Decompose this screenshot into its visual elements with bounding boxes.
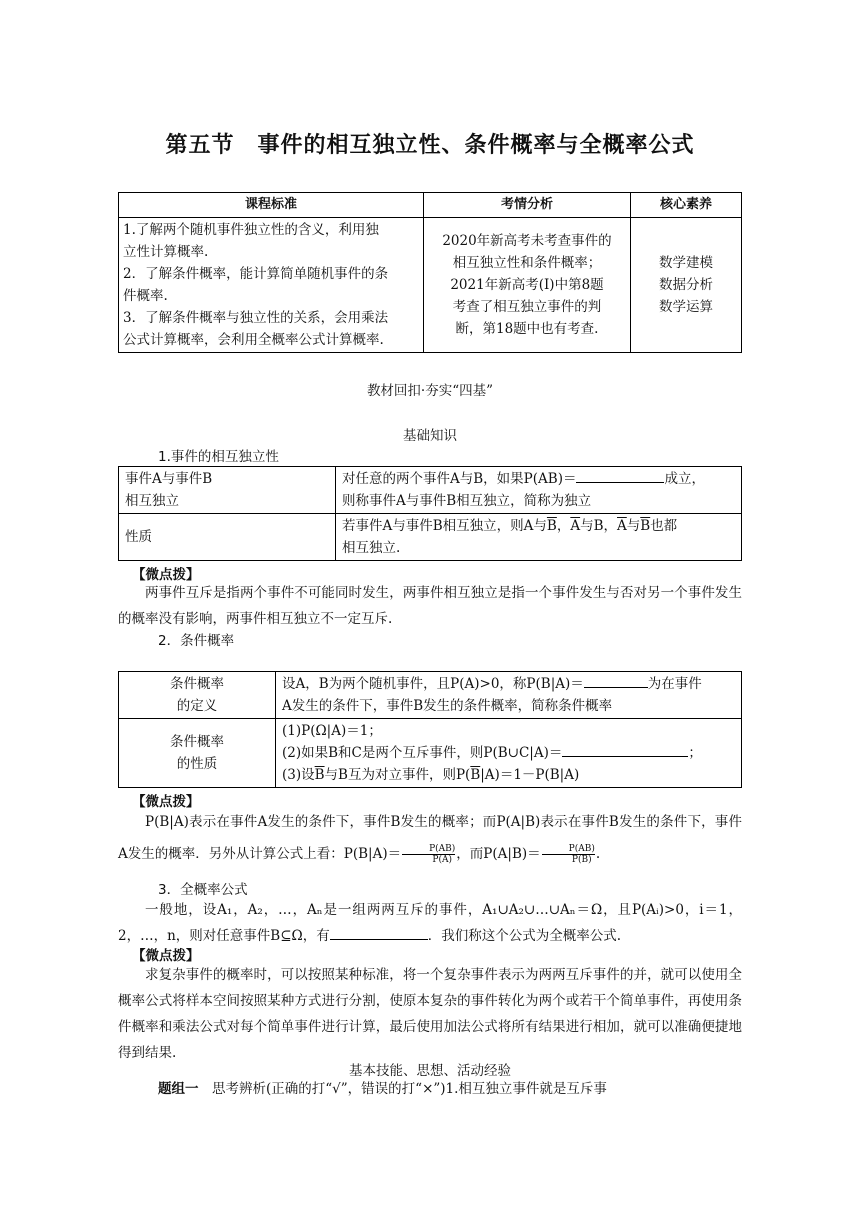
property-content: (1)P(Ω|A)＝1； (2)如果B和C是两个互斥事件，则P(B∪C|A)＝ ； (3)设$\overline{B}$与B互为对立事件，则$P(\overline{B}|A)=1-P(B|A)$: [276, 719, 742, 788]
independence-table: [118, 466, 742, 561]
tip-label: 【微点拨】: [132, 948, 200, 964]
fraction: $\frac{P(AB)}{P(A)}$: [402, 844, 455, 865]
section-heading: 教材回扣·夯实“四基”: [366, 383, 494, 399]
group1-line: 题组一 思考辨析(正确的打“√”，错误的打“×”)1.相互独立事件就是互斥事: [158, 1081, 607, 1097]
group1-label: 题组一: [158, 1081, 199, 1097]
table-row: [119, 467, 742, 514]
tip1-text: 两事件互斥是指两个事件不可能同时发生，两事件相互独立是指一个事件发生与否对另一个事件发生的概率没有影响，两事件相互独立不一定互斥.: [118, 585, 742, 627]
answer-blank: [330, 925, 428, 940]
basic-knowledge-heading: 基础知识: [403, 428, 457, 444]
tip3-text: 求复杂事件的概率时，可以按照某种标准，将一个复杂事件表示为两两互斥事件的并，就可以使用全概率公式将样本空间按照某种方式进行分割，使原本复杂的事件转化为两个或若干个简单事件，再使用条件概率和乘法公式对每个简单事件进行计算，最后使用加法公式将所有结果进行相加，就可以准确便捷地得到结果.: [118, 967, 742, 1061]
page-title: 第五节 事件的相互独立性、条件概率与全概率公式: [165, 133, 695, 158]
header-exam-analysis: 考情分析: [424, 193, 631, 218]
tip2-text: P(B|A)表示在事件A发生的条件下，事件B发生的概率；而P(A|B)表示在事件B发生的条件下，事件A发生的概率．另外从计算公式上看：P(B|A)＝ $\frac{P(AB)}{P(A)}$ ，而P(A|B)＝ $\frac{P(AB)}{P(B)}$ .: [118, 814, 742, 865]
answer-blank: [576, 468, 664, 483]
definition-label: 条件概率 的定义: [119, 672, 276, 719]
property-content: 若事件A与事件B相互独立，则A与$\overline{B}$，$\overline{A}$与B，$\overline{A}$与$\overline{B}$也都 相互独立.: [336, 514, 742, 561]
s1-heading: 1.事件的相互独立性: [158, 449, 279, 465]
core-literacy-cell: 数学建模 数据分析 数学运算: [631, 218, 742, 353]
tip-label: 【微点拨】: [132, 794, 200, 810]
course-standard-cell: 1.了解两个随机事件独立性的含义，利用独 立性计算概率. 2．了解条件概率，能计算简单随机事件的条 件概率. 3．了解条件概率与独立性的关系，会用乘法 公式计算概率，会利用全概率公式计算概率.: [119, 218, 424, 353]
table-row: [119, 672, 742, 719]
table-row: [119, 514, 742, 561]
s3-text: 一般地，设A₁，A₂，…，Aₙ是一组两两互斥的事件，A₁∪A₂∪…∪Aₙ＝Ω，且P(Aᵢ)>0，i＝1，2，…，n，则对任意事件B⊆Ω，有 ．我们称这个公式为全概率公式.: [118, 902, 742, 944]
fraction: $\frac{P(AB)}{P(B)}$: [542, 844, 595, 865]
table-row: [119, 719, 742, 788]
answer-blank: [562, 742, 688, 757]
header-core-literacy: 核心素养: [631, 193, 742, 218]
skills-heading: 基本技能、思想、活动经验: [349, 1063, 511, 1079]
definition-content: 对任意的两个事件A与B，如果P(AB)＝ 成立， 则称事件A与事件B相互独立，简称为独立: [336, 467, 742, 514]
s3-heading: 3．全概率公式: [158, 882, 248, 898]
table-header-row: [119, 193, 742, 218]
definition-content: 设A，B为两个随机事件，且P(A)>0，称P(B|A)＝ 为在事件 A发生的条件下，事件B发生的条件概率，简称条件概率: [276, 672, 742, 719]
standards-table: [118, 192, 742, 353]
property-label: 条件概率 的性质: [119, 719, 276, 788]
conditional-table: [118, 671, 742, 788]
table-row: [119, 218, 742, 353]
s2-heading: 2．条件概率: [158, 633, 235, 649]
definition-label: 事件A与事件B 相互独立: [119, 467, 336, 514]
property-label: 性质: [119, 514, 336, 561]
header-course-standard: 课程标准: [119, 193, 424, 218]
tip-label: 【微点拨】: [132, 567, 200, 583]
answer-blank: [584, 673, 648, 688]
exam-analysis-cell: 2020年新高考未考查事件的 相互独立性和条件概率； 2021年新高考(Ⅰ)中第8题 考查了相互独立事件的判 断，第18题中也有考查.: [424, 218, 631, 353]
